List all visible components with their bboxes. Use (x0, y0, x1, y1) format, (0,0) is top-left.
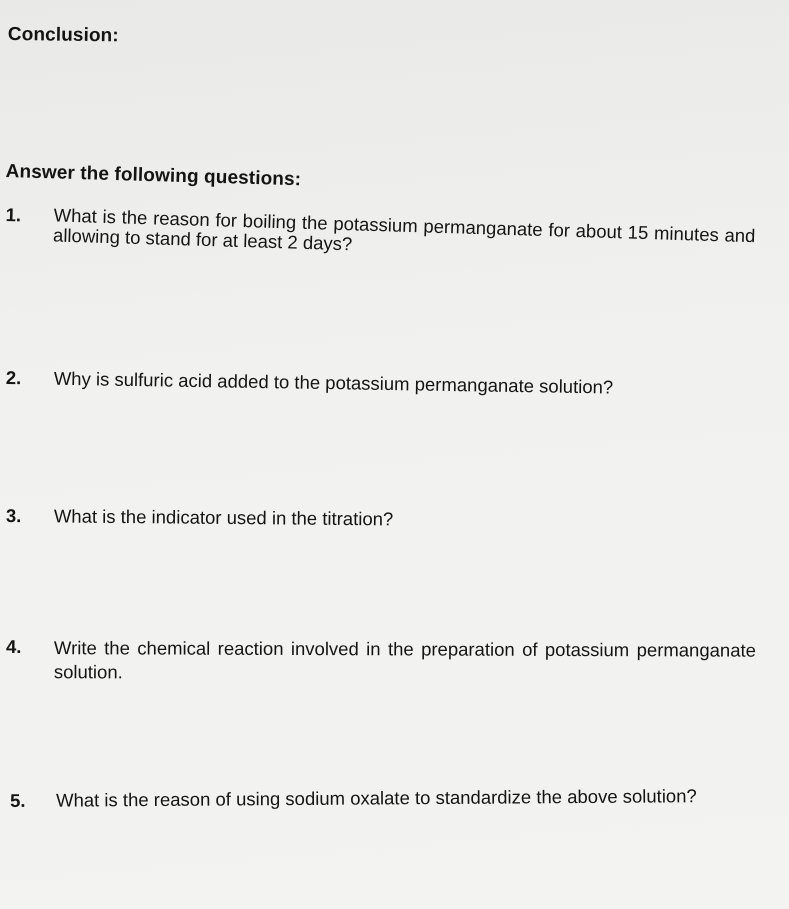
question-5 (10, 785, 760, 811)
question-text: What is the indicator used in the titration? (53, 505, 394, 530)
question-number: 4. (5, 636, 22, 658)
question-4 (6, 636, 756, 687)
question-text: Write the chemical reaction involved in the preparation of potassium permanganate solution. (53, 637, 756, 683)
question-text: Why is sulfuric acid added to the potassium permanganate solution? (53, 367, 614, 398)
questions-heading: Answer the following questions: (5, 161, 302, 191)
question-number: 2. (5, 367, 22, 389)
question-text: What is the reason of using sodium oxalate to standardize the above solution? (55, 785, 697, 811)
question-3 (6, 505, 756, 533)
question-number: 3. (5, 505, 22, 527)
question-text: What is the reason for boiling the potassium permanganate for about 15 minutes and allowing to stand for at least 2 days? (52, 204, 756, 255)
question-1 (5, 204, 756, 266)
question-number: 5. (10, 789, 26, 811)
conclusion-heading: Conclusion: (7, 24, 119, 47)
question-2 (6, 367, 756, 400)
question-number: 1. (5, 204, 22, 226)
